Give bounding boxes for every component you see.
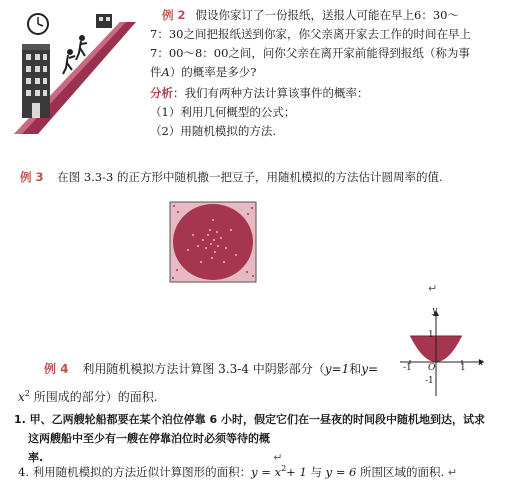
return-mark-3: ↵ xyxy=(447,465,458,479)
method-2: （2）用随机模拟的方法. xyxy=(150,124,276,138)
example4-text-b: 和 xyxy=(349,362,362,376)
parabola-graph xyxy=(398,306,490,398)
analysis-label: 分析 xyxy=(150,86,173,100)
example3-label: 例 3 xyxy=(20,170,44,184)
example4-var-x: x xyxy=(18,390,25,404)
problem4-eq-a: y = x xyxy=(251,464,282,479)
example3-text: 在图 3.3-3 的正方形中随机撒一把豆子，用随机模拟的方法估计圆周率的值. xyxy=(57,170,443,184)
problem4-eq-c: y = 6 xyxy=(325,464,357,479)
example4-eq1: y=1 xyxy=(324,362,350,376)
problem4-sup: 2 xyxy=(281,464,287,473)
problem4-text-c: 所围区域的面积. xyxy=(360,464,445,479)
problem1-line2: 这两艘船中至少有一艘在停靠泊位时必须等待的概率. xyxy=(28,432,270,464)
example2-line3: 7：00～8：00之间，问你父亲在离开家前能得到报纸（称为事 xyxy=(150,46,470,60)
return-mark-2: ↵ xyxy=(273,451,283,464)
example4-text-a: 利用随机模拟方法计算图 3.3-4 中阴影部分（ xyxy=(82,362,325,376)
origin-label: O xyxy=(428,363,436,373)
example2-label: 例 2 xyxy=(162,8,186,22)
x-tick-neg1: -1 xyxy=(403,363,412,373)
example2-line4-b: ）的概率是多少? xyxy=(169,65,257,79)
event-a-var: A xyxy=(161,65,170,79)
method-1: （1）利用几何概型的公式； xyxy=(150,105,296,119)
return-mark: ↵ xyxy=(428,282,438,295)
problem4-eq-b: + 1 xyxy=(286,464,307,479)
example2-line4-a: 件 xyxy=(150,65,162,79)
example2-line1: 假设你家订了一份报纸，送报人可能在早上6：30～ xyxy=(195,8,459,22)
problem1-line1: 1. 甲、乙两艘轮船都要在某个泊位停靠 6 小时，假定它们在一昼夜的时间段中随机地到达，试求 xyxy=(14,413,485,426)
square-circle-figure xyxy=(168,200,258,284)
example4-line2-rest: 所围成的部分）的面积. xyxy=(33,390,158,404)
x-axis-label: x xyxy=(478,358,484,368)
newspaper-delivery-illustration xyxy=(8,8,140,136)
example4-label: 例 4 xyxy=(44,362,69,376)
analysis-text: ：我们有两种方法计算该事件的概率： xyxy=(173,86,369,100)
y-tick-1: 1 xyxy=(428,330,434,340)
y-axis-label: y xyxy=(432,306,438,316)
problem4-text-a: 4. 利用随机模拟的方法近似计算图形的面积： xyxy=(18,464,252,479)
example2-line2: 7：30之间把报纸送到你家，你父亲离开家去工作的时间在早上 xyxy=(150,27,471,41)
y-tick-neg1: -1 xyxy=(425,376,434,386)
problem4-text-b: 与 xyxy=(310,464,322,479)
example4-eq2: y= xyxy=(361,362,379,376)
example4-sup: 2 xyxy=(24,389,30,398)
x-tick-1: 1 xyxy=(460,363,466,373)
